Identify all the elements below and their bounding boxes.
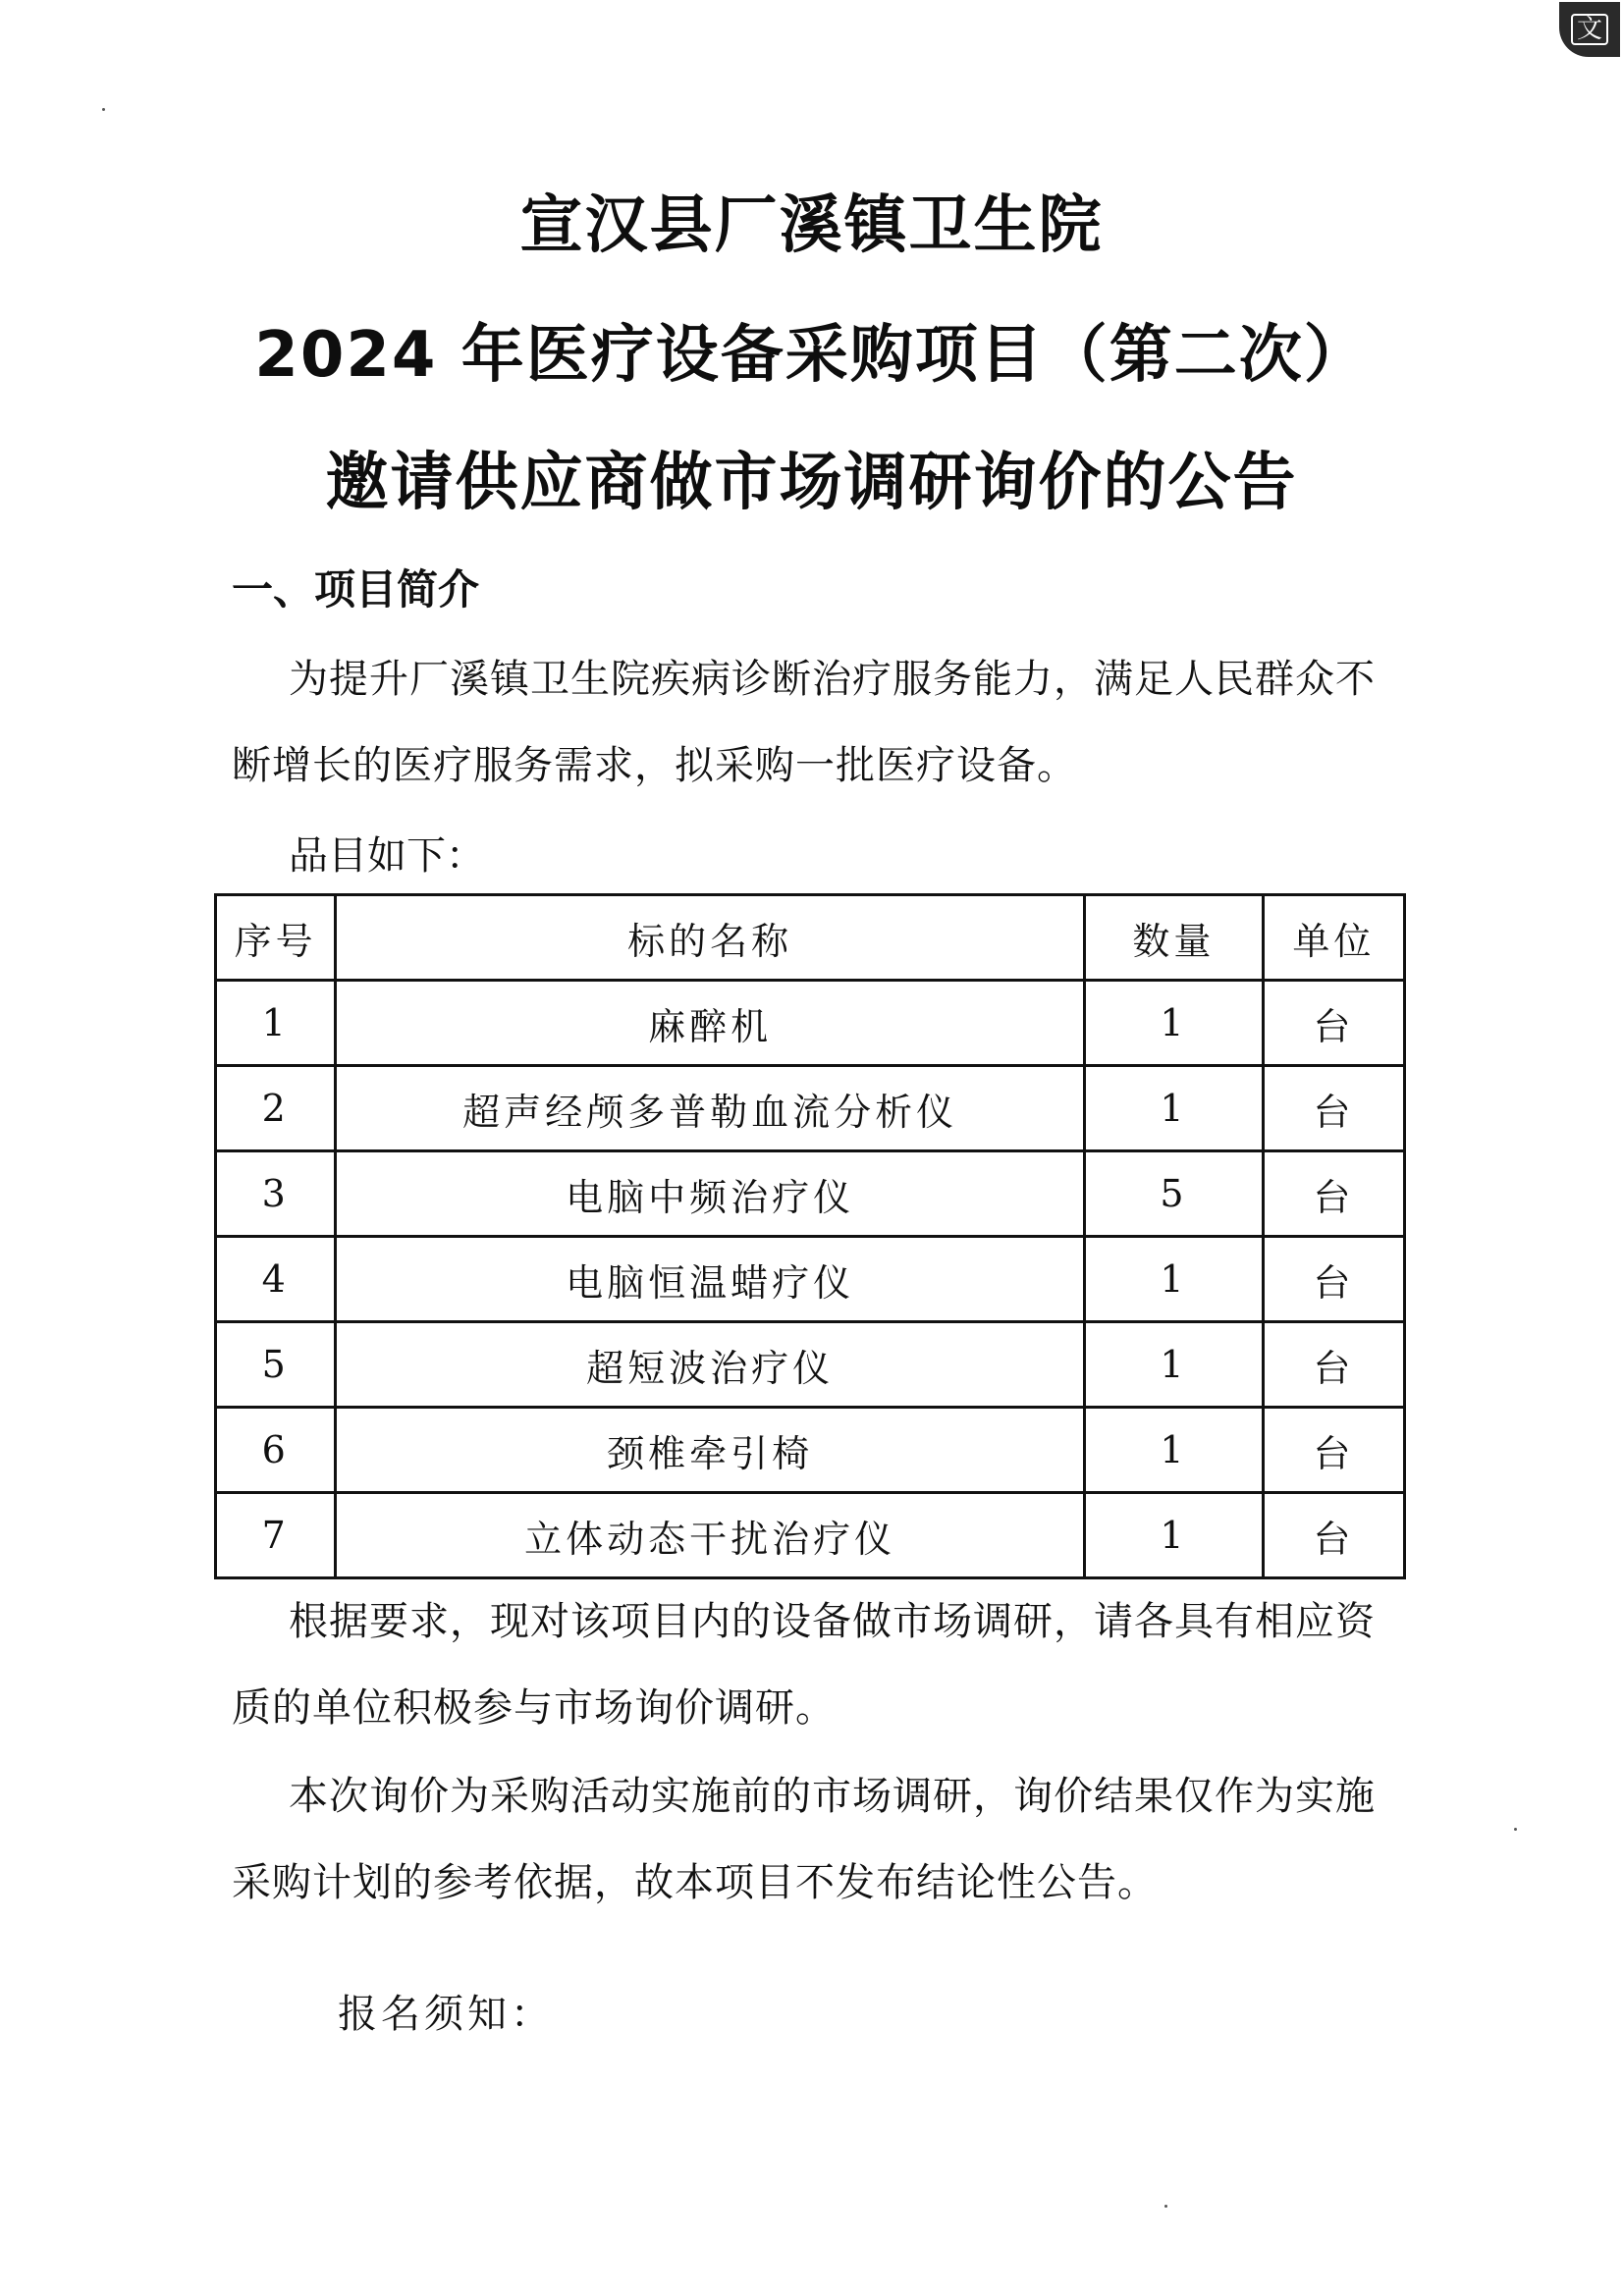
cell-name: 电脑中频治疗仪 <box>336 1151 1085 1237</box>
header-name: 标的名称 <box>336 895 1085 981</box>
table-row <box>216 981 1405 1066</box>
paragraph-inquiry-note: 本次询价为采购活动实施前的市场调研，询价结果仅作为实施采购计划的参考依据，故本项目不发布结论性公告。 <box>232 1774 1376 1905</box>
table-row <box>216 1493 1405 1578</box>
document-title-line-1: 宣汉县厂溪镇卫生院 <box>519 189 1104 262</box>
scan-speck <box>102 108 105 111</box>
table-row <box>216 1322 1405 1408</box>
paragraph-market-research: 根据要求，现对该项目内的设备做市场调研，请各具有相应资质的单位积极参与市场询价调研。 <box>232 1599 1376 1731</box>
cell-qty: 5 <box>1085 1151 1264 1237</box>
cell-no: 7 <box>216 1493 336 1578</box>
cell-no: 1 <box>216 981 336 1066</box>
signup-notice-label: 报名须知： <box>338 1992 554 2037</box>
cell-qty: 1 <box>1085 1322 1264 1408</box>
cell-unit: 台 <box>1263 981 1404 1066</box>
table-row <box>216 1151 1405 1237</box>
cell-unit: 台 <box>1263 1066 1404 1151</box>
cell-no: 3 <box>216 1151 336 1237</box>
scan-speck <box>1164 2205 1167 2208</box>
document-title-line-2: 2024 年医疗设备采购项目（第二次） <box>254 319 1369 392</box>
cell-name: 麻醉机 <box>336 981 1085 1066</box>
items-table <box>214 893 1406 1579</box>
items-label: 品目如下： <box>289 833 485 879</box>
cell-name: 超声经颅多普勒血流分析仪 <box>336 1066 1085 1151</box>
scan-speck <box>1514 1828 1517 1831</box>
cell-unit: 台 <box>1263 1493 1404 1578</box>
cell-name: 超短波治疗仪 <box>336 1322 1085 1408</box>
cell-no: 6 <box>216 1408 336 1493</box>
table-row <box>216 1408 1405 1493</box>
cell-qty: 1 <box>1085 1237 1264 1322</box>
cell-unit: 台 <box>1263 1237 1404 1322</box>
cell-name: 电脑恒温蜡疗仪 <box>336 1237 1085 1322</box>
translate-icon[interactable] <box>1559 2 1620 57</box>
intro-paragraph: 为提升厂溪镇卫生院疾病诊断治疗服务能力，满足人民群众不断增长的医疗服务需求，拟采购一批医疗设备。 <box>232 657 1376 788</box>
cell-no: 5 <box>216 1322 336 1408</box>
cell-no: 2 <box>216 1066 336 1151</box>
section-heading: 一、项目简介 <box>232 565 480 614</box>
table-header-row <box>216 895 1405 981</box>
table-row <box>216 1237 1405 1322</box>
cell-name: 立体动态干扰治疗仪 <box>336 1493 1085 1578</box>
header-unit: 单位 <box>1263 895 1404 981</box>
cell-name: 颈椎牵引椅 <box>336 1408 1085 1493</box>
cell-qty: 1 <box>1085 981 1264 1066</box>
table-row <box>216 1066 1405 1151</box>
document-title-line-3: 邀请供应商做市场调研询价的公告 <box>325 447 1298 519</box>
cell-unit: 台 <box>1263 1322 1404 1408</box>
translate-icon-glyph: 文 <box>1571 14 1608 45</box>
header-qty: 数量 <box>1085 895 1264 981</box>
header-no: 序号 <box>216 895 336 981</box>
cell-qty: 1 <box>1085 1493 1264 1578</box>
cell-qty: 1 <box>1085 1066 1264 1151</box>
cell-unit: 台 <box>1263 1151 1404 1237</box>
cell-unit: 台 <box>1263 1408 1404 1493</box>
cell-qty: 1 <box>1085 1408 1264 1493</box>
cell-no: 4 <box>216 1237 336 1322</box>
